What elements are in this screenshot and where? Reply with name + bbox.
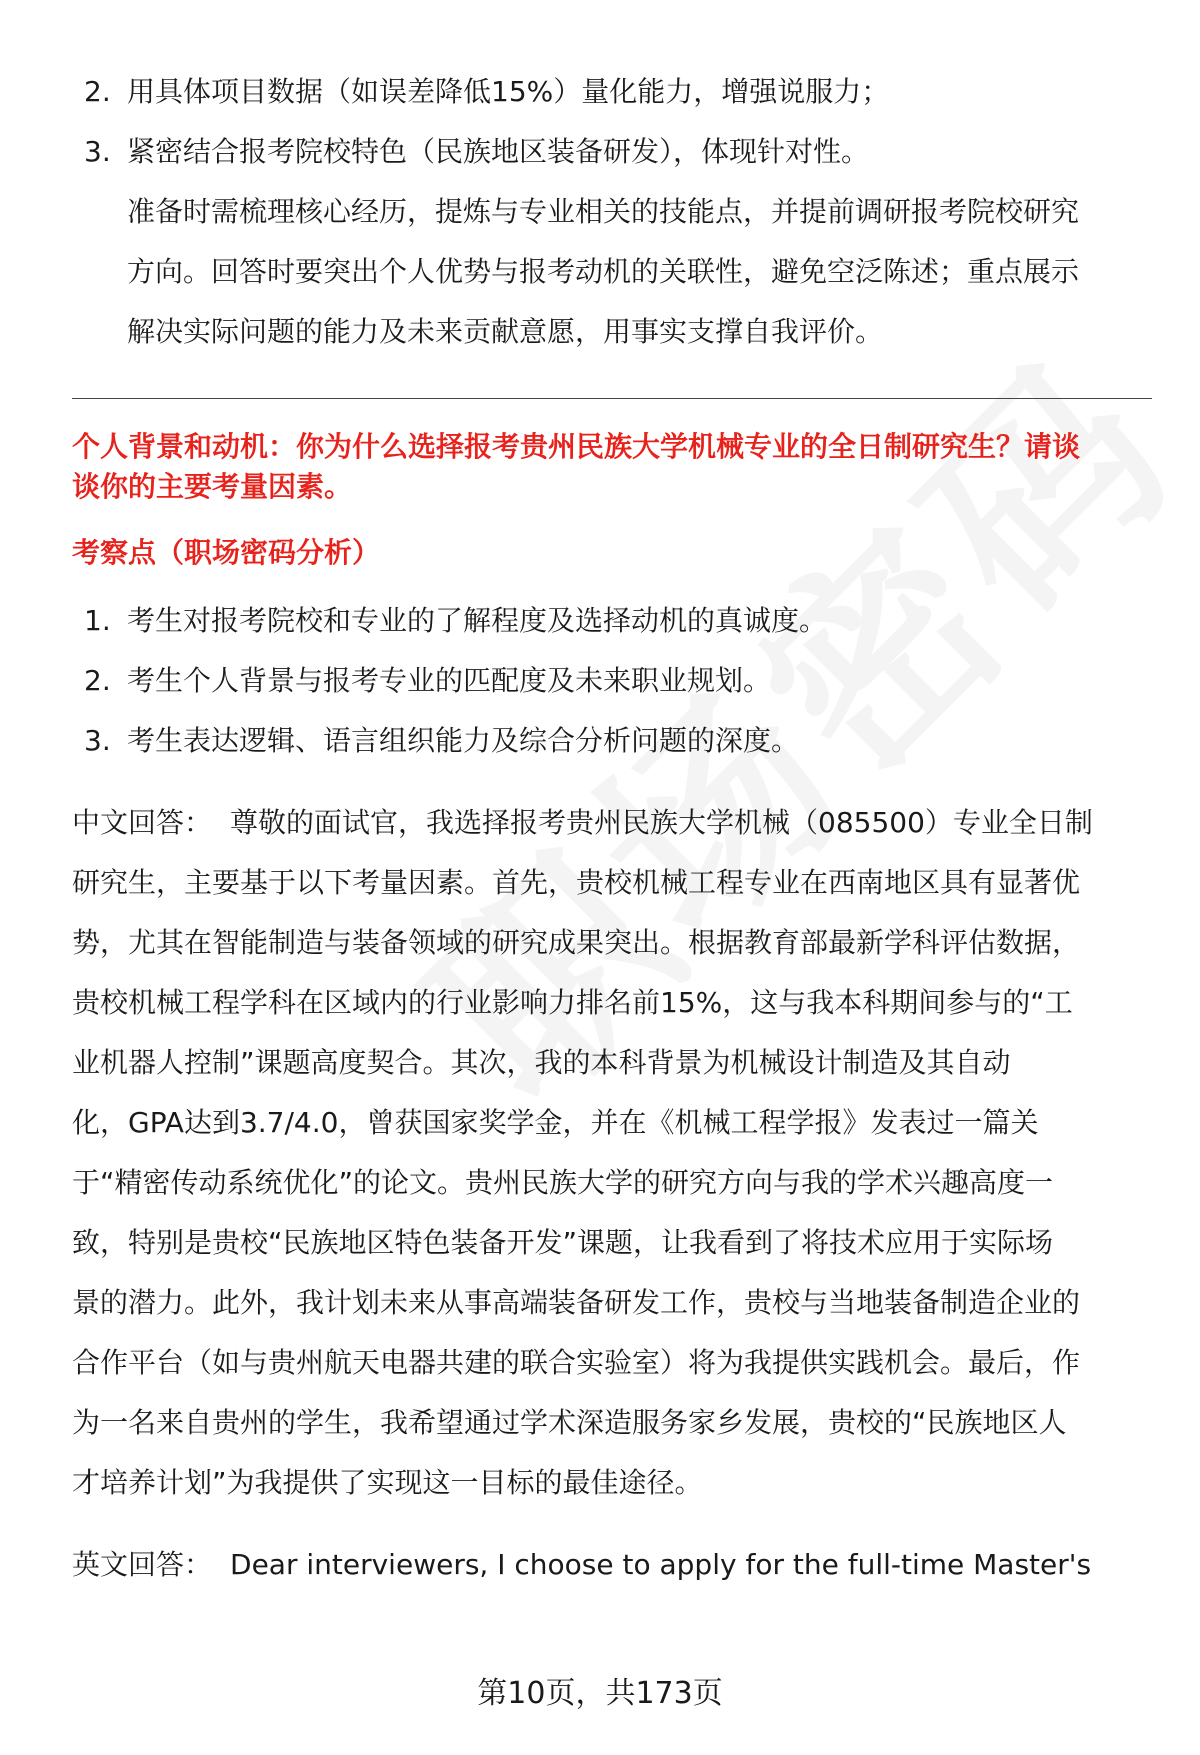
list-text: 考生个人背景与报考专业的匹配度及未来职业规划。 [127,664,772,697]
list-number: 3. [84,135,111,168]
answer-line: 研究生，主要基于以下考量因素。首先，贵校机械工程专业在西南地区具有显著优 [72,866,1081,899]
answer-line: 势，尤其在智能制造与装备领域的研究成果突出。根据教育部最新学科评估数据， [72,926,1081,959]
answer-line: 才培养计划”为我提供了实现这一目标的最佳途径。 [72,1466,703,1499]
list-item [72,711,1152,771]
list-text: 用具体项目数据（如误差降低15%）量化能力，增强说服力； [127,75,890,108]
list-item [72,651,1152,711]
answer-line: 贵校机械工程学科在区域内的行业影响力排名前15%，这与我本科期间参与的“工 [72,986,1073,1019]
list-item [72,62,1152,122]
list-number: 2. [84,664,111,697]
answer-label: 中文回答： [72,806,213,839]
answer-line: 于“精密传动系统优化”的论文。贵州民族大学的研究方向与我的学术兴趣高度一 [72,1166,1054,1199]
interview-question [72,427,1152,507]
section-heading: 考察点（职场密码分析） [72,536,381,569]
tips-list [72,62,1152,182]
document-body [72,62,1152,1595]
list-text: 考生对报考院校和专业的了解程度及选择动机的真诚度。 [127,604,828,637]
answer-line: 合作平台（如与贵州航天电器共建的联合实验室）将为我提供实践机会。最后，作 [72,1346,1081,1379]
list-text: 考生表达逻辑、语言组织能力及综合分析问题的深度。 [127,724,800,757]
answer-line: 景的潜力。此外，我计划未来从事高端装备研发工作，贵校与当地装备制造企业的 [72,1286,1081,1319]
answer-text: Dear interviewers, I choose to apply for the full-time Master's [230,1548,1092,1581]
answer-line: 化，GPA达到3.7/4.0，曾获国家奖学金，并在《机械工程学报》发表过一篇关 [72,1106,1039,1139]
section-divider [72,398,1152,399]
answer-line: 为一名来自贵州的学生，我希望通过学术深造服务家乡发展，贵校的“民族地区人 [72,1406,1067,1439]
answer-line: 致，特别是贵校“民族地区特色装备开发”课题，让我看到了将技术应用于实际场 [72,1226,1054,1259]
list-number: 1. [84,604,111,637]
page-footer: 第10页，共173页 [477,1676,723,1711]
answer-line [72,793,1152,853]
answer-line [72,1535,1152,1595]
paragraph-line: 解决实际问题的能力及未来贡献意愿，用事实支撑自我评价。 [127,315,884,348]
chinese-answer [72,793,1152,1513]
list-text: 紧密结合报考院校特色（民族地区装备研发），体现针对性。 [127,135,870,168]
list-number: 2. [84,75,111,108]
list-item [72,122,1152,182]
english-answer [72,1535,1152,1595]
preparation-paragraph [72,182,1152,362]
list-item [72,591,1152,651]
question-line: 谈你的主要考量因素。 [72,470,353,503]
assessment-points-list [72,591,1152,771]
paragraph-line: 方向。回答时要突出个人优势与报考动机的关联性，避免空泛陈述；重点展示 [127,255,1080,288]
answer-line: 业机器人控制”课题高度契合。其次，我的本科背景为机械设计制造及其自动 [72,1046,1011,1079]
list-number: 3. [84,724,111,757]
answer-label: 英文回答： [72,1548,213,1581]
question-line: 个人背景和动机：你为什么选择报考贵州民族大学机械专业的全日制研究生？请谈 [72,430,1081,463]
paragraph-line: 准备时需梳理核心经历，提炼与专业相关的技能点，并提前调研报考院校研究 [127,195,1080,228]
answer-text: 尊敬的面试官，我选择报考贵州民族大学机械（085500）专业全日制 [230,806,1093,839]
